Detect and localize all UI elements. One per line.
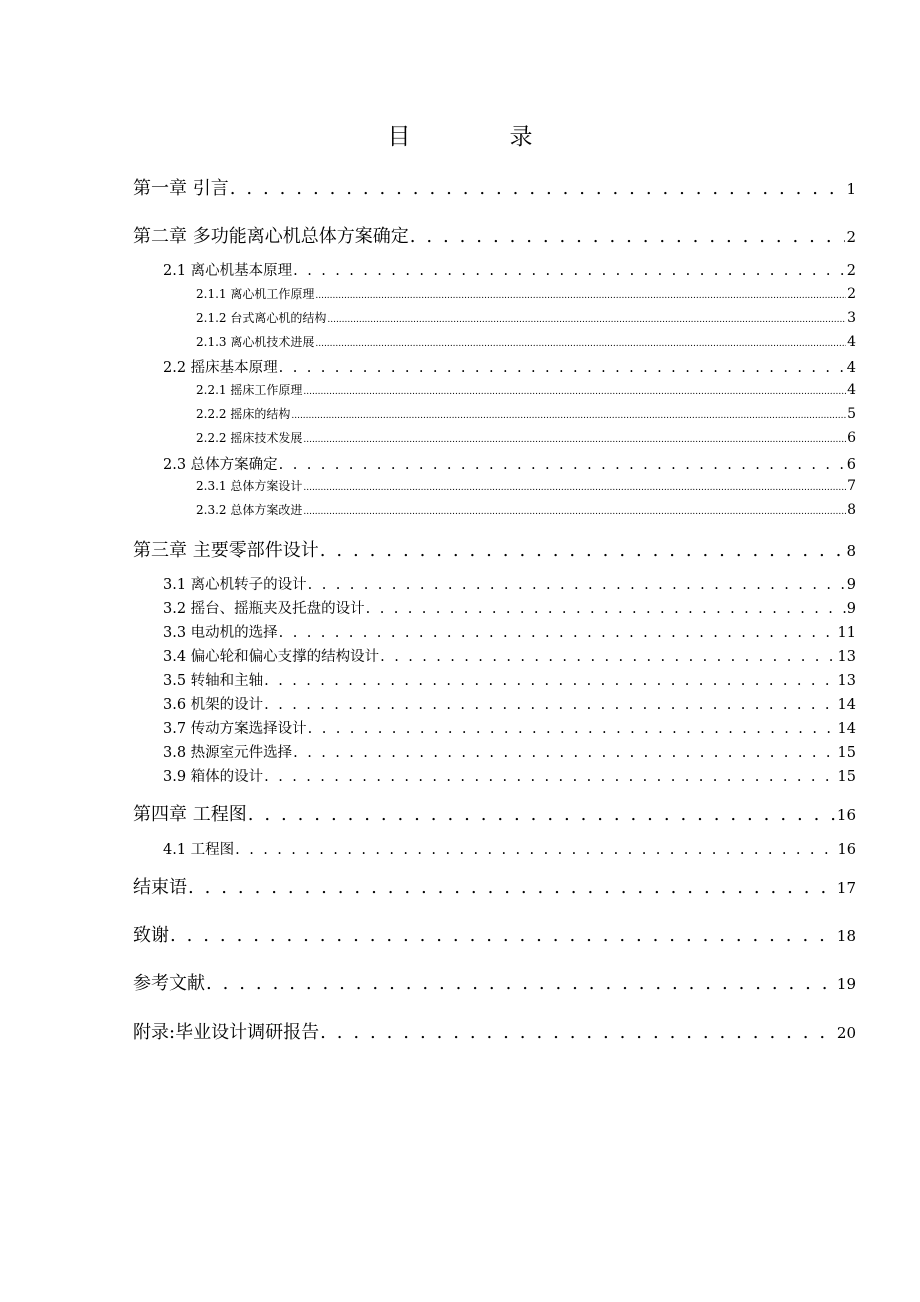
toc-entry-subsection — [196, 429, 856, 446]
dot-leader — [293, 745, 836, 761]
toc-entry-section — [163, 669, 856, 690]
toc-entry-chapter-2 — [133, 222, 856, 248]
toc-entry-text: 2.3.1 总体方案设计 — [196, 479, 303, 493]
dot-leader — [279, 625, 837, 641]
toc-entry-page: 8 — [846, 542, 856, 560]
dot-leader — [303, 431, 846, 445]
toc-title: 目 录 — [387, 124, 571, 150]
toc-entry-text: 3.8 热源室元件选择 — [163, 745, 293, 761]
toc-entry-page: 9 — [846, 577, 856, 593]
toc-entry-page: 1 — [846, 180, 856, 198]
dot-leader — [291, 407, 846, 421]
toc-entry-page: 4 — [847, 334, 856, 350]
toc-entry-page: 15 — [837, 745, 856, 761]
dot-leader — [279, 457, 846, 473]
toc-entry-page: 6 — [847, 430, 856, 446]
toc-entry-section — [163, 693, 856, 714]
toc-entry-appendix — [133, 1018, 856, 1044]
dot-leader — [303, 503, 846, 517]
toc-entry-page: 7 — [847, 478, 856, 494]
dot-leader — [230, 178, 846, 199]
toc-entry-page: 2 — [846, 228, 856, 246]
dot-leader — [315, 287, 846, 301]
toc-entry-page: 9 — [846, 601, 856, 617]
toc-entry-references — [133, 969, 856, 995]
toc-entry-text: 3.9 箱体的设计 — [163, 769, 264, 785]
toc-entry-subsection — [196, 309, 856, 326]
toc-entry-section — [163, 838, 856, 859]
dot-leader — [320, 540, 846, 561]
toc-entry-section — [163, 453, 856, 474]
toc-entry-text: 致谢 — [133, 925, 169, 946]
dot-leader — [315, 335, 846, 349]
toc-entry-text: 2.2.2 摇床技术发展 — [196, 431, 303, 445]
toc-entry-text: 2.1.3 离心机技术进展 — [196, 335, 315, 349]
toc-entry-page: 14 — [837, 697, 856, 713]
toc-entry-chapter-1 — [133, 174, 856, 200]
toc-entry-text: 2.1.2 台式离心机的结构 — [196, 311, 327, 325]
dot-leader — [264, 673, 836, 689]
toc-entry-page: 4 — [847, 382, 856, 398]
toc-entry-section — [163, 356, 856, 377]
dot-leader — [303, 383, 846, 397]
toc-entry-page: 5 — [847, 406, 856, 422]
toc-entry-page: 13 — [837, 649, 856, 665]
toc-entry-chapter-3 — [133, 536, 856, 562]
toc-entry-page: 2 — [846, 263, 856, 279]
toc-entry-subsection — [196, 333, 856, 350]
toc-entry-chapter-4 — [133, 800, 856, 826]
dot-leader — [264, 697, 836, 713]
dot-leader — [188, 877, 836, 898]
toc-entry-text: 4.1 工程图 — [163, 842, 235, 858]
toc-entry-section — [163, 741, 856, 762]
toc-entry-text: 3.7 传动方案选择设计 — [163, 721, 307, 737]
toc-entry-page: 3 — [847, 310, 856, 326]
toc-entry-subsection — [196, 405, 856, 422]
toc-entry-subsection — [196, 381, 856, 398]
toc-entry-page: 16 — [837, 842, 856, 858]
toc-entry-text: 第四章 工程图 — [133, 804, 247, 825]
toc-entry-subsection — [196, 285, 856, 302]
dot-leader — [327, 311, 846, 325]
toc-entry-text: 2.2 摇床基本原理 — [163, 360, 278, 376]
toc-entry-text: 第二章 多功能离心机总体方案确定 — [133, 226, 409, 247]
toc-entry-subsection — [196, 477, 856, 494]
dot-leader — [248, 804, 836, 825]
toc-entry-section — [163, 259, 856, 280]
toc-entry-page: 17 — [836, 879, 856, 897]
dot-leader — [206, 973, 836, 994]
toc-entry-page: 20 — [836, 1024, 856, 1042]
toc-entry-text: 3.5 转轴和主轴 — [163, 673, 264, 689]
toc-entry-text: 参考文献 — [133, 973, 205, 994]
toc-entry-page: 4 — [846, 360, 856, 376]
toc-entry-text: 2.2.2 摇床的结构 — [196, 407, 291, 421]
toc-entry-text: 3.3 电动机的选择 — [163, 625, 278, 641]
dot-leader — [308, 577, 846, 593]
toc-entry-section — [163, 621, 856, 642]
dot-leader — [320, 1022, 836, 1043]
toc-entry-page: 14 — [837, 721, 856, 737]
toc-entry-page: 8 — [847, 502, 856, 518]
toc-entry-text: 2.3.2 总体方案改进 — [196, 503, 303, 517]
toc-entry-section — [163, 645, 856, 666]
dot-leader — [170, 925, 836, 946]
dot-leader — [293, 263, 846, 279]
dot-leader — [235, 842, 836, 858]
toc-entry-page: 11 — [837, 625, 856, 641]
toc-entry-page: 18 — [836, 927, 856, 945]
toc-entry-section — [163, 573, 856, 594]
toc-entry-page: 16 — [836, 806, 856, 824]
toc-entry-text: 2.3 总体方案确定 — [163, 457, 278, 473]
toc-entry-subsection — [196, 501, 856, 518]
dot-leader — [264, 769, 836, 785]
toc-entry-acknowledgement — [133, 921, 856, 947]
toc-entry-section — [163, 765, 856, 786]
toc-entry-text: 2.1.1 离心机工作原理 — [196, 287, 315, 301]
toc-entry-text: 3.4 偏心轮和偏心支撑的结构设计 — [163, 649, 380, 665]
toc-entry-page: 2 — [847, 286, 856, 302]
toc-entry-text: 2.2.1 摇床工作原理 — [196, 383, 303, 397]
dot-leader — [279, 360, 846, 376]
toc-entry-section — [163, 597, 856, 618]
dot-leader — [308, 721, 837, 737]
toc-entry-text: 3.6 机架的设计 — [163, 697, 264, 713]
toc-entry-page: 15 — [837, 769, 856, 785]
toc-entry-text: 3.2 摇台、摇瓶夹及托盘的设计 — [163, 601, 365, 617]
toc-entry-conclusion — [133, 873, 856, 899]
dot-leader — [380, 649, 836, 665]
toc-entry-text: 第三章 主要零部件设计 — [133, 540, 319, 561]
toc-entry-section — [163, 717, 856, 738]
toc-entry-text: 2.1 离心机基本原理 — [163, 263, 293, 279]
toc-entry-page: 6 — [846, 457, 856, 473]
toc-entry-text: 第一章 引言 — [133, 178, 229, 199]
toc-entry-page: 19 — [836, 975, 856, 993]
toc-entry-page: 13 — [837, 673, 856, 689]
toc-entry-text: 结束语 — [133, 877, 187, 898]
dot-leader — [410, 226, 846, 247]
toc-entry-text: 3.1 离心机转子的设计 — [163, 577, 307, 593]
toc-entry-text: 附录:毕业设计调研报告 — [133, 1022, 320, 1043]
dot-leader — [366, 601, 846, 617]
dot-leader — [303, 479, 846, 493]
